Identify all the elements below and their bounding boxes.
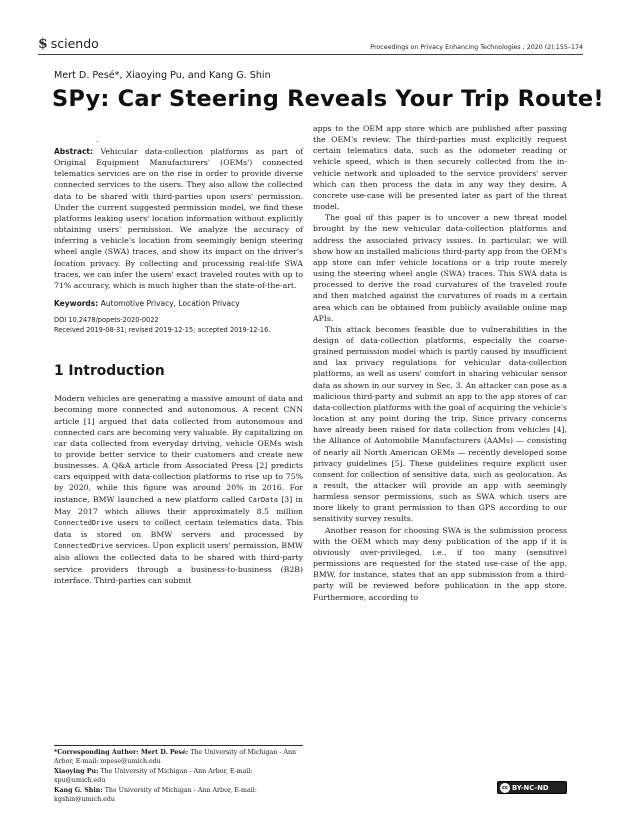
received-dates: Received 2019-08-31; revised 2019-12-15; accepted 2019-12-16. (54, 326, 271, 335)
sciendo-logo-icon: $ (38, 35, 48, 52)
journal-citation: Proceedings on Privacy Enhancing Technologies ; 2020 (2):155–174 (370, 44, 583, 51)
author-list: Mert D. Pesé*, Xiaoying Pu, and Kang G. Shin (54, 70, 271, 81)
intro-text-4: services. Upon explicit users' permission, BMW also allows the collected data to be shared with third-party service providers through a business-to-business (B2B) interface. Third-parties can submit (54, 541, 303, 585)
publisher-name: sciendo (50, 36, 99, 51)
page-header (38, 31, 583, 55)
footnote-label: Xiaoying Pu: (54, 767, 99, 775)
footnote-label: Kang G. Shin: (54, 786, 103, 794)
footnote-text: The University of Michigan - Ann Arbor, E-mail: kgshin@umich.edu (54, 786, 257, 804)
code-connecteddrive-2: ConnectedDrive (54, 542, 114, 551)
license-text: BY-NC-ND (512, 783, 549, 792)
intro-text-1: Modern vehicles are generating a massive amount of data and becoming more connected and autonomous. A recent CNN article [1] argued that data collected from autonomous and connected cars are becoming very valuable. By capitalizing on car data collected from everyday driving, vehicle OEMs wish to provide better service to their customers and create new businesses. A Q&A article from Associated Press [2] predicts cars equipped with data-collection platforms to rise up to 75% by 2020, while this figure was around 20% in 2016. For instance, BMW launched a new platform called (54, 394, 303, 504)
abstract (54, 146, 303, 291)
footnote-label: *Corresponding Author: Mert D. Pesé: (54, 749, 189, 756)
footnote-corresponding (54, 748, 303, 767)
paragraph-1: apps to the OEM app store which are published after passing the OEM's review. The third-parties must explicitly request certain telematics data, such as the odometer reading or vehicle speed, which is then securely collected from the in-vehicle network and uploaded to the service providers' server which can then process the data in any way they desire. A concrete use-case will be presented later as part of the threat model. (313, 124, 567, 212)
license-badge (497, 781, 567, 794)
footnote-author-3 (54, 786, 303, 805)
section-heading: 1 Introduction (54, 363, 165, 380)
keywords-text: Automotive Privacy, Location Privacy (100, 299, 240, 309)
doi: DOI 10.2478/popets-2020-0022 (54, 316, 159, 325)
paragraph-2: The goal of this paper is to uncover a new threat model brought by the new vehicular data-collection platforms and address the associated privacy issues. In particular, we will show how an installed malicious third-party app from the OEM's app store can infer vehicle locations or a trip route merely using the steering wheel angle (SWA) traces. This SWA data is processed to derive the road curvatures of the traveled route and then matched against the curvatures of roads in a certain area which can be obtained from publicly available online map APIs. (313, 213, 567, 323)
publisher-logo (38, 36, 99, 51)
footnote-text: The University of Michigan - Ann Arbor, E-mail: mpese@umich.edu (54, 749, 297, 766)
abstract-dot: . (96, 136, 99, 144)
code-connecteddrive-1: ConnectedDrive (54, 518, 114, 527)
paragraph-4: Another reason for choosing SWA is the submission process with the OEM which may deny publication of the app if it is obviously over-privileged, i.e., if too many (sensitive) permissions are requested for the stated use-case of the app. BMW, for instance, states that an app submission from a third-party will be reviewed before publication in the app store. Furthermore, according to (313, 525, 567, 602)
code-cardata: CarData (248, 495, 278, 504)
paper-title: SPy: Car Steering Reveals Your Trip Route! (52, 86, 604, 112)
footnotes (54, 745, 303, 804)
footnote-author-2 (54, 767, 303, 786)
keywords-label: Keywords: (54, 299, 99, 309)
left-column (54, 136, 303, 586)
right-column (313, 123, 567, 603)
abstract-text: Vehicular data-collection platforms as part of Original Equipment Manufacturers' (OEMs') connected telematics services are on the rise in order to provide diverse connected services to the users. They also allow the collected data to be shared with third-parties upon users' permission. Under the current suggested permission model, we find these platforms leaking users' location information without explicitly obtaining users' permission. We analyze the accuracy of inferring a vehicle's location from seemingly benign steering wheel angle (SWA) traces, and show its impact on the driver's location privacy. By collecting and processing real-life SWA traces, we can infer the users' exact traveled routes with up to 71% accuracy, which is much higher than the state-of-the-art. (54, 147, 304, 290)
creative-commons-icon: cc (500, 783, 510, 793)
footnote-text: The University of Michigan - Ann Arbor, E-mail: xpu@umich.edu (54, 767, 253, 785)
intro-text-3: users to collect certain telematics data. This data is stored on BMW servers and processed by (54, 517, 303, 540)
keywords (54, 298, 303, 309)
intro-paragraph (54, 393, 303, 586)
abstract-label: Abstract: (54, 147, 94, 156)
intro-text-2: [3] in May 2017 which allows their approximately 8.5 million (54, 494, 304, 516)
paragraph-3: This attack becomes feasible due to vulnerabilities in the design of data-collection platforms, especially the coarse-grained permission model which is partly caused by insufficient and lax privacy regulations for vehicular data-collection platforms, as well as users' comfort in sharing vehicular sensor data as shown in our survey in Sec. 3. An attacker can pose as a malicious third-party and submit an app to the app stores of car data-collection platforms with the goal of acquiring the vehicle's location at any point during the trip. Since privacy concerns have already been raised for data collection from vehicles [4], the Alliance of Automobile Manufacturers (AAMs) — consisting of nearly all North American OEMs — recently developed some privacy guidelines [5]. These guidelines require explicit user consent for collection of sensitive data, such as geolocation. As a result, the attacker will provide an app with seemingly harmless sensor permissions, such as SWA which users are more likely to grant permission to than GPS according to our sensitivity survey results. (313, 324, 567, 524)
